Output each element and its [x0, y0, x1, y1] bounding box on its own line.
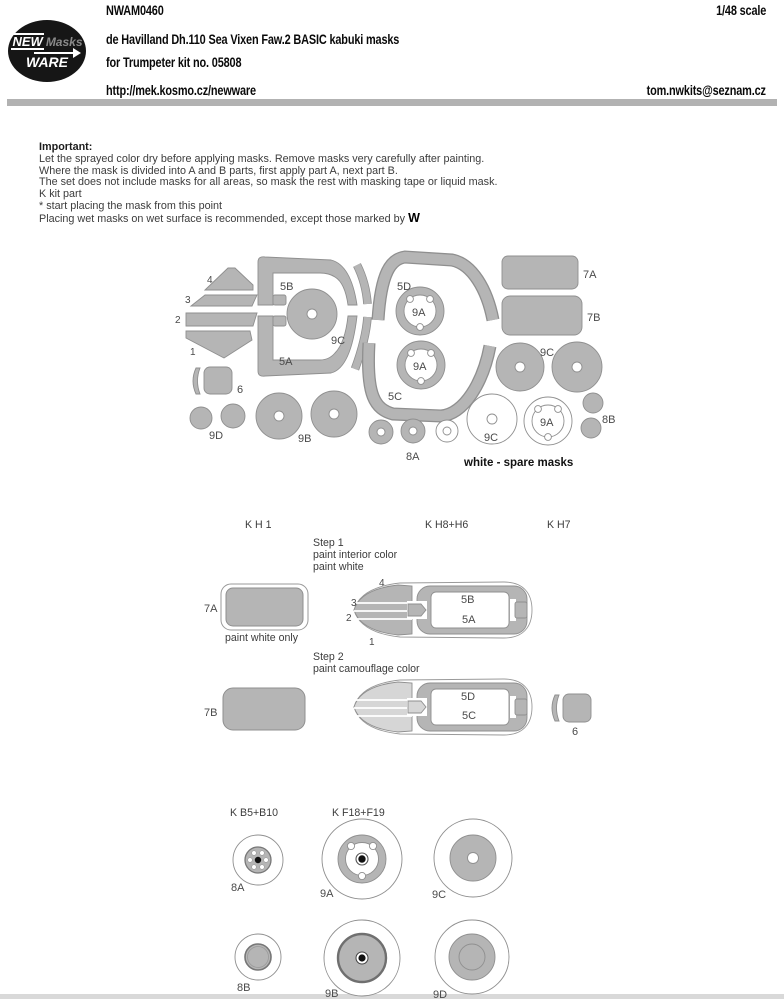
label-wheel-9d: 9D [433, 989, 448, 999]
mask-piece-7a [502, 256, 578, 289]
step2-title: Step 2 [313, 651, 344, 663]
step1-nose-diagram [354, 582, 532, 638]
label-kit-b5b10: K B5+B10 [230, 807, 279, 819]
note-line-5: * start placing the mask from this point [39, 199, 223, 212]
label-kit-h7: K H7 [547, 519, 571, 531]
label-spare-9a: 9A [540, 417, 554, 429]
label-piece-5c: 5C [388, 391, 403, 403]
label-kit-h8h6: K H8+H6 [425, 519, 469, 531]
note-line-4: K kit part [39, 188, 82, 201]
step1-label-5b: 5B [461, 594, 475, 606]
scale-label: 1/48 scale [715, 2, 766, 18]
label-piece-5a: 5A [279, 356, 293, 368]
mask-piece-7b [502, 296, 582, 335]
mask-disc-8a-spare-hole [443, 427, 451, 435]
mask-disc-9c-r1-hole [515, 362, 525, 372]
step2-nose-diagram [354, 679, 532, 735]
label-piece-5d: 5D [397, 281, 412, 293]
step1-label-2: 2 [346, 613, 352, 624]
mask-piece-5a-tab [273, 316, 286, 326]
step1-line2: paint white [313, 561, 364, 573]
label-wheel-9b: 9B [325, 988, 339, 999]
label-piece-3: 3 [185, 295, 191, 306]
step1-label-3: 3 [351, 598, 357, 609]
step1-label-4: 4 [379, 578, 385, 589]
step1-label-5a: 5A [462, 614, 476, 626]
mask-piece-2 [186, 313, 257, 326]
logo-new-text: NEW [12, 34, 43, 49]
wheel-9a [322, 819, 402, 899]
step1-title: Step 1 [313, 537, 344, 549]
step1-label-7a: 7A [204, 603, 218, 615]
wheel-9c [434, 819, 512, 897]
note-line-3: The set does not include masks for all areas, so mask the rest with masking tape or liquid mask. [39, 176, 498, 189]
step2-label-5c: 5C [462, 710, 477, 722]
label-piece-8b: 8B [602, 414, 616, 426]
mask-piece-3 [191, 295, 257, 306]
product-code: NWAM0460 [106, 2, 164, 18]
mask-disc-8a-1-hole [377, 428, 385, 436]
label-piece-9b: 9B [298, 433, 312, 445]
spare-masks-note: white - spare masks [464, 457, 574, 469]
mask-disc-8b-1 [583, 393, 603, 413]
step2-label-5d: 5D [461, 691, 476, 703]
contact-email: tom.nwkits@seznam.cz [646, 82, 766, 98]
wheel-9b [324, 920, 400, 996]
step2-label-6: 6 [572, 726, 579, 738]
label-wheel-9c: 9C [432, 889, 447, 901]
mask-disc-8a-2-hole [409, 427, 417, 435]
label-wheel-8a: 8A [231, 882, 245, 894]
label-piece-5b: 5B [280, 281, 294, 293]
label-spare-9c: 9C [484, 432, 499, 444]
label-piece-7b: 7B [587, 312, 601, 324]
label-piece-9c-canopy: 9C [331, 335, 346, 347]
paint-white-only-note: paint white only [225, 632, 299, 644]
label-piece-9d: 9D [209, 430, 224, 442]
label-wheel-8b: 8B [237, 982, 251, 994]
step2-label-7b: 7B [204, 707, 218, 719]
note-line-2: Where the mask is divided into A and B parts, first apply part A, next part B. [39, 164, 398, 177]
label-kit-h1: K H 1 [245, 519, 272, 531]
product-title: de Havilland Dh.110 Sea Vixen Faw.2 BASIC kabuki masks [106, 31, 400, 47]
label-piece-6: 6 [237, 384, 244, 396]
mask-sliver-top-fill [357, 265, 368, 304]
wet-mask-symbol: W [408, 210, 420, 225]
label-piece-9a-2: 9A [413, 361, 427, 373]
mask-disc-9d-1 [190, 407, 212, 429]
label-piece-7a: 7A [583, 269, 597, 281]
mask-disc-9c-r2-hole [572, 362, 582, 372]
label-piece-8a: 8A [406, 451, 420, 463]
mask-disc-9d-2 [221, 404, 245, 428]
note-line-1: Let the sprayed color dry before applying masks. Remove masks very carefully after painting. [39, 152, 485, 165]
label-wheel-9a: 9A [320, 888, 334, 900]
step1-7a-piece [221, 584, 308, 630]
wheel-9d [435, 920, 509, 994]
mask-spare-9c-hole [487, 414, 497, 424]
step2-7b-piece [223, 688, 305, 730]
label-piece-1: 1 [190, 347, 196, 358]
website-url: http://mek.kosmo.cz/newware [106, 82, 256, 98]
step1-line1: paint interior color [313, 549, 398, 561]
step2-line1: paint camouflage color [313, 663, 420, 675]
step2-piece-6 [552, 694, 591, 722]
mask-disc-9b-1-hole [274, 411, 284, 421]
label-piece-2: 2 [175, 315, 181, 326]
label-piece-9a-1: 9A [412, 307, 426, 319]
label-kit-f18f19: K F18+F19 [332, 807, 385, 819]
mask-disc-8b-2 [581, 418, 601, 438]
logo-ware-text: WARE [26, 54, 68, 70]
mask-piece-5b-tab [273, 295, 286, 305]
kit-subtitle: for Trumpeter kit no. 05808 [106, 54, 242, 70]
label-piece-9c-right: 9C [540, 347, 555, 359]
logo-masks-text: Masks [45, 34, 83, 49]
mask-disc-9c-canopy-hole [307, 309, 317, 319]
important-heading: Important: [39, 141, 93, 153]
note-line-6-text: Placing wet masks on wet surface is recommended, except those marked by [39, 212, 409, 225]
mask-piece-6 [204, 367, 232, 394]
mask-piece-1 [186, 331, 252, 358]
mask-disc-9b-2-hole [329, 409, 339, 419]
wheel-8a [233, 835, 283, 885]
wheel-8b [235, 934, 281, 980]
step1-label-1: 1 [369, 637, 375, 648]
label-piece-4: 4 [207, 275, 213, 286]
mask-piece-6-crescent [193, 368, 200, 394]
